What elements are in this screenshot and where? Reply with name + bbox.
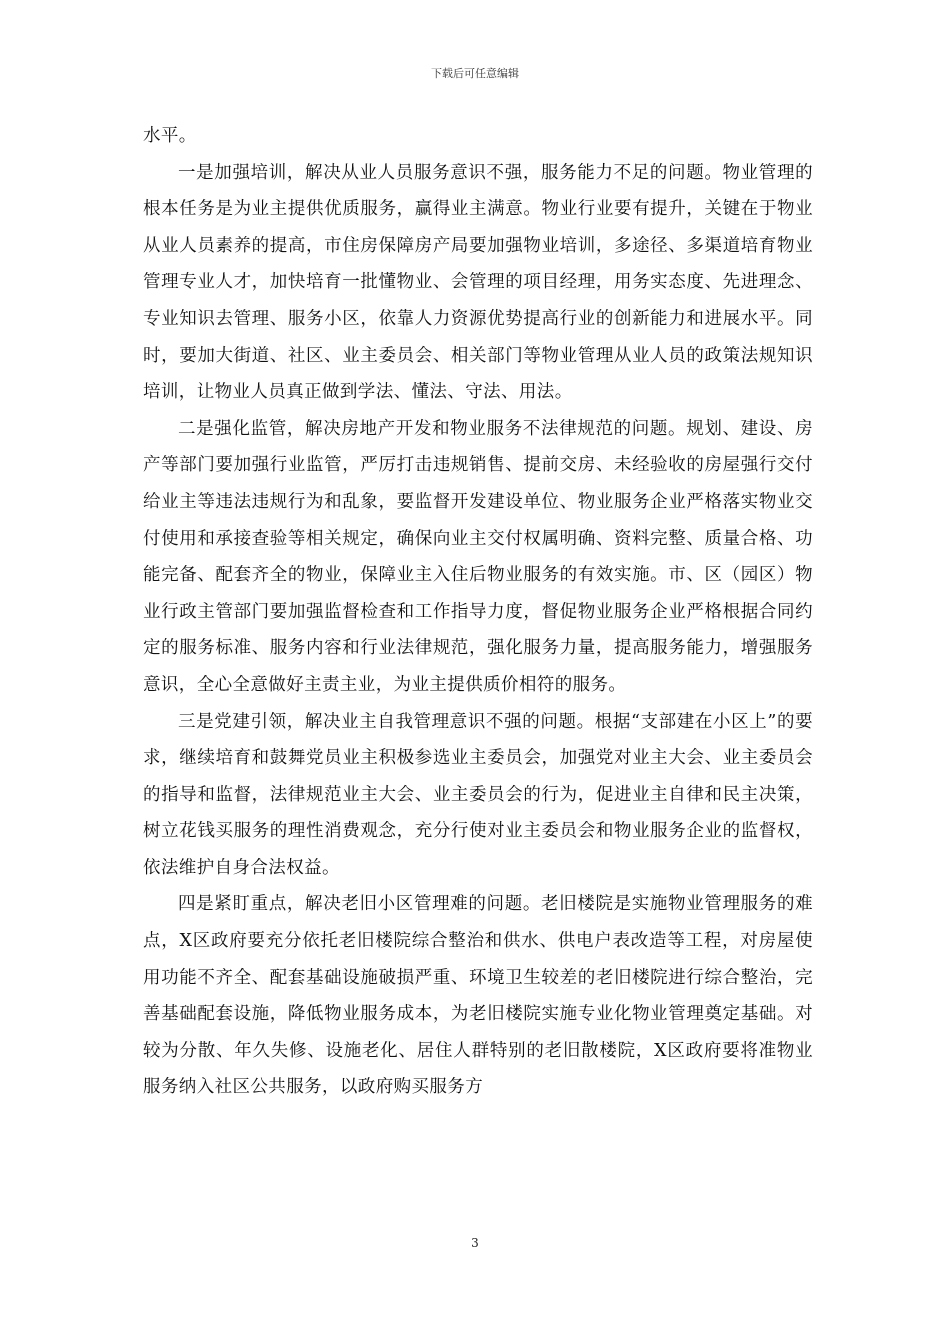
paragraph-continuation: 水平。 [143,126,197,146]
document-body [143,118,813,1106]
paragraph-training: 一是加强培训，解决从业人员服务意识不强，服务能力不足的问题。物业管理的根本任务是为业主提供优质服务，赢得业主满意。物业行业要有提升，关键在于物业从业人员素养的提高，市住房保障房产局要加强物业培训，多途径、多渠道培育物业管理专业人才，加快培育一批懂物业、会管理的项目经理，用务实态度、先进理念、专业知识去管理、服务小区，依靠人力资源优势提高行业的创新能力和进展水平。同时，要加大街道、社区、业主委员会、相关部门等物业管理从业人员的政策法规知识培训，让物业人员真正做到学法、懂法、守法、用法。 [143,162,813,403]
paragraph-supervision: 二是强化监管，解决房地产开发和物业服务不法律规范的问题。规划、建设、房产等部门要加强行业监管，严厉打击违规销售、提前交房、未经验收的房屋强行交付给业主等违法违规行为和乱象，要监督开发建设单位、物业服务企业严格落实物业交付使用和承接查验等相关规定，确保向业主交付权属明确、资料完整、质量合格、功能完备、配套齐全的物业，保障业主入住后物业服务的有效实施。市、区（园区）物业行政主管部门要加强监督检查和工作指导力度，督促物业服务企业严格根据合同约定的服务标准、服务内容和行业法律规范，强化服务力量，提高服务能力，增强服务意识，全心全意做好主责主业，为业主提供质价相符的服务。 [143,418,813,695]
paragraph-old-communities: 四是紧盯重点，解决老旧小区管理难的问题。老旧楼院是实施物业管理服务的难点，X区政府要充分依托老旧楼院综合整治和供水、供电户表改造等工程，对房屋使用功能不齐全、配套基础设施破损严重、环境卫生较差的老旧楼院进行综合整治，完善基础配套设施，降低物业服务成本，为老旧楼院实施专业化物业管理奠定基础。对较为分散、年久失修、设施老化、居住人群特别的老旧散楼院，X区政府要将准物业服务纳入社区公共服务，以政府购买服务方 [143,894,813,1098]
paragraph-party-building: 三是党建引领，解决业主自我管理意识不强的问题。根据“支部建在小区上”的要求，继续培育和鼓舞党员业主积极参选业主委员会，加强党对业主大会、业主委员会的指导和监督，法律规范业主大会、业主委员会的行为，促进业主自律和民主决策，树立花钱买服务的理性消费观念，充分行使对业主委员会和物业服务企业的监督权，依法维护自身合法权益。 [143,711,813,878]
page-number: 3 [471,1236,479,1250]
page-header: 下载后可任意编辑 [431,67,519,80]
